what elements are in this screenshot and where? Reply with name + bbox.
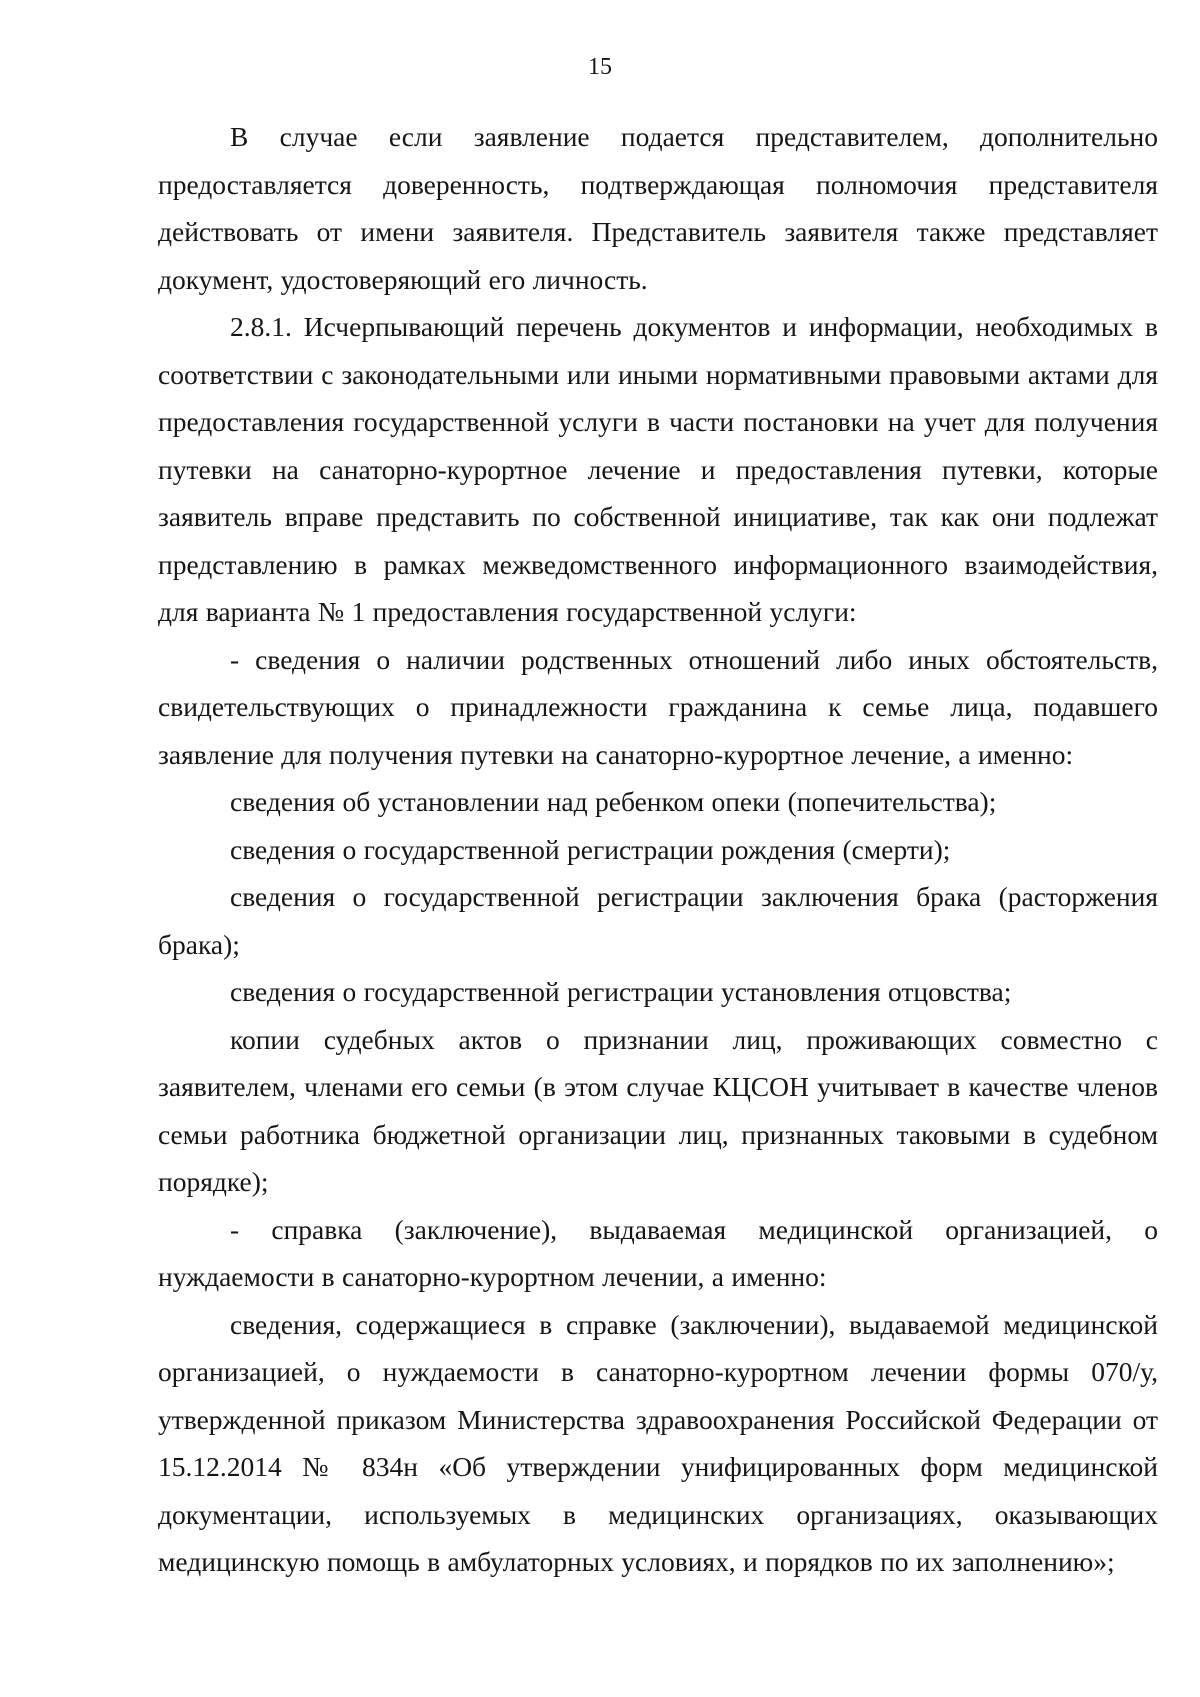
page-number: 15 (588, 54, 612, 80)
paragraph-form-070: сведения, содержащиеся в справке (заключении), выдаваемой медицинской организацией, о нуждаемости в санаторно-курортном лечении формы 070/у, утвержденной приказом Министерства здравоохранения Российской Федерации от 15.12.2014 № 834н «Об утверждении унифицированных форм медицинской документации, используемых в медицинских организациях, оказывающих медицинскую помощь в амбулаторных условиях, и порядков по их заполнению»; (158, 1308, 1158, 1577)
paragraph-2-8-1: 2.8.1. Исчерпывающий перечень документов и информации, необходимых в соответствии с законодательными или иными нормативными правовыми актами для предоставления государственной услуги в части постановки на учет для получения путевки на санаторно-курортное лечение и предоставления путевки, которые заявитель вправе представить по собственной инициативе, так как они подлежат представлению в рамках межведомственного информационного взаимодействия, для варианта № 1 предоставления государственной услуги: (158, 311, 1158, 627)
paragraph-representative: В случае если заявление подается представителем, дополнительно предоставляется доверенность, подтверждающая полномочия представителя действовать от имени заявителя. Представитель заявителя также представляет документ, удостоверяющий его личность. (158, 121, 1158, 295)
paragraph-court-acts: копии судебных актов о признании лиц, проживающих совместно с заявителем, членами его семьи (в этом случае КЦСОН учитывает в качестве членов семьи работника бюджетной организации лиц, признанных таковыми в судебном порядке); (158, 1023, 1158, 1197)
paragraph-paternity: сведения о государственной регистрации установления отцовства; (230, 976, 1012, 1007)
paragraph-medical-certificate: - справка (заключение), выдаваемая медицинской организацией, о нуждаемости в санаторно-курортном лечении, а именно: (158, 1213, 1158, 1292)
paragraph-birth-death: сведения о государственной регистрации рождения (смерти); (230, 833, 951, 865)
paragraph-family-relations: - сведения о наличии родственных отношений либо иных обстоятельств, свидетельствующих о принадлежности гражданина к семье лица, подавшего заявление для получения путевки на санаторно-курортное лечение, а именно: (158, 643, 1158, 770)
document-body (158, 113, 1158, 1586)
paragraph-guardianship: сведения об установлении над ребенком опеки (попечительства); (230, 786, 997, 817)
paragraph-marriage: сведения о государственной регистрации заключения брака (расторжения брака); (158, 881, 1158, 960)
